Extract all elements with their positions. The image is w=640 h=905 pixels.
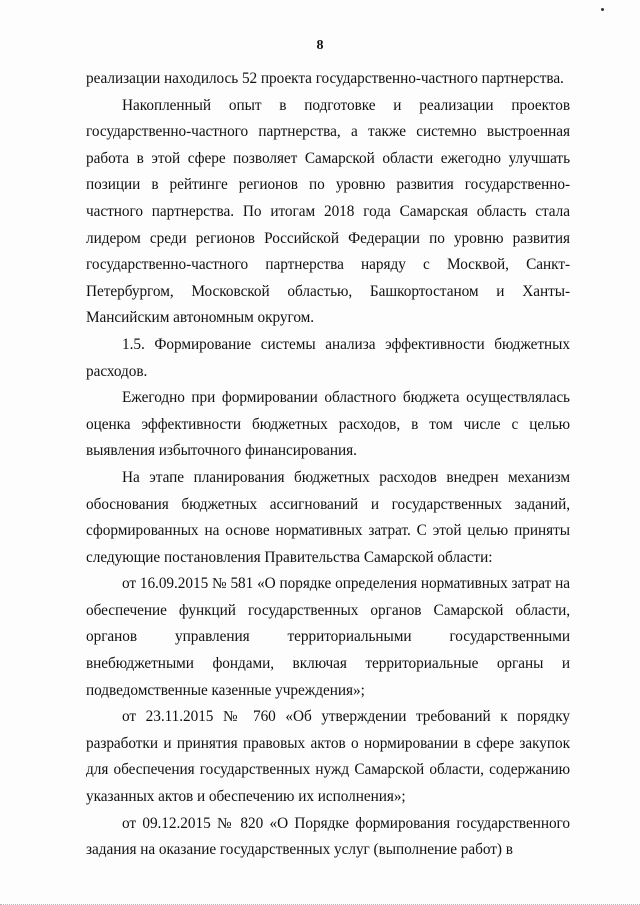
list-item-resolution-760: от 23.11.2015 № 760 «Об утверждении требований к порядку разработки и принятия правовых актов о нормировании в сфере закупок для обеспечения государственных нужд Самарской области, содержанию указанных актов и обеспечению их исполнения»; — [86, 708, 570, 806]
list-item-resolution-820: от 09.12.2015 № 820 «О Порядке формирования государственного задания на оказание государственных услуг (выполнение работ) в — [86, 814, 570, 859]
scan-speck — [601, 8, 604, 11]
document-body — [86, 66, 570, 864]
page-number: 8 — [316, 38, 324, 53]
paragraph-continuation: реализации находилось 52 проекта государственно-частного партнерства. — [86, 70, 564, 87]
scan-bottom-edge — [0, 900, 640, 905]
section-heading-1-5: 1.5. Формирование системы анализа эффективности бюджетных расходов. — [86, 335, 570, 380]
paragraph-efficiency-assessment: Ежегодно при формировании областного бюджета осуществлялась оценка эффективности бюджетных расходов, в том числе с целью выявления избыточного финансирования. — [86, 389, 570, 460]
paragraph-ppp-experience: Накопленный опыт в подготовке и реализации проектов государственно-частного партнерства, а также системно выстроенная работа в этой сфере позволяет Самарской области ежегодно улучшать позиции в рейтинге регионов по уровню развития государственно-частного партнерства. По итогам 2018 года Самарская область стала лидером среди регионов Российской Федерации по уровню развития государственно-частного партнерства наряду с Москвой, Санкт-Петербургом, Московской областью, Башкортостаном и Ханты-Мансийским автономным округом. — [86, 96, 570, 327]
paragraph-planning-mechanism: На этапе планирования бюджетных расходов внедрен механизм обоснования бюджетных ассигнований и государственных заданий, сформированных на основе нормативных затрат. С этой целью приняты следующие постановления Правительства Самарской области: — [86, 468, 570, 566]
list-item-resolution-581: от 16.09.2015 № 581 «О порядке определения нормативных затрат на обеспечение функций государственных органов Самарской области, органов управления территориальными государственными внебюджетными фондами, включая территориальные органы и подведомственные казенные учреждения»; — [86, 575, 570, 699]
